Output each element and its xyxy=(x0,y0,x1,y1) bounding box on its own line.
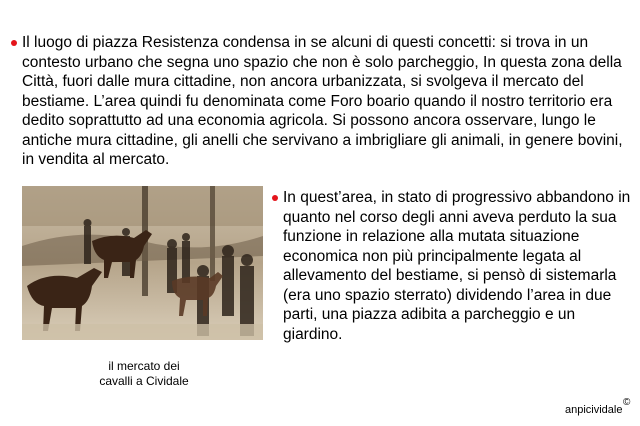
photo-caption-line-2: cavalli a Cividale xyxy=(99,374,189,388)
horse-market-photo xyxy=(22,186,263,340)
photo-caption xyxy=(82,359,206,389)
bullet-point-icon xyxy=(11,40,17,46)
intro-paragraph: Il luogo di piazza Resistenza condensa in se alcuni di questi concetti: si trova in un contesto urbano che segna uno spazio che non è solo parcheggio, In questa zona della Città, fuori dalle mura cittadine, non ancora urbanizzata, si svolgeva il mercato del bestiame. L’area quindi fu denominata come Foro boario quando il nostro territorio era dedito soprattutto ad una economia agricola. Si possono ancora osservare, lungo le antiche mura cittadine, gli anelli che servivano a imbrigliare gli animali, in genere bovini, in vendita al mercato. xyxy=(22,34,623,168)
copyright-icon: © xyxy=(623,397,631,408)
author-credit: anpicividale xyxy=(565,404,623,416)
bullet-point-icon xyxy=(272,195,278,201)
renovation-paragraph: In quest’area, in stato di progressivo abbandono in quanto nel corso degli anni aveva perduto la sua funzione in relazione alla mutata situazione economica non più principalmente legata al allevamento del bestiame, si pensò di sistemarla (era uno spazio sterrato) dividendo l’area in due parti, una piazza adibita a parcheggio e un giardino. xyxy=(283,189,631,343)
photo-caption-line-1: il mercato dei xyxy=(108,359,180,373)
